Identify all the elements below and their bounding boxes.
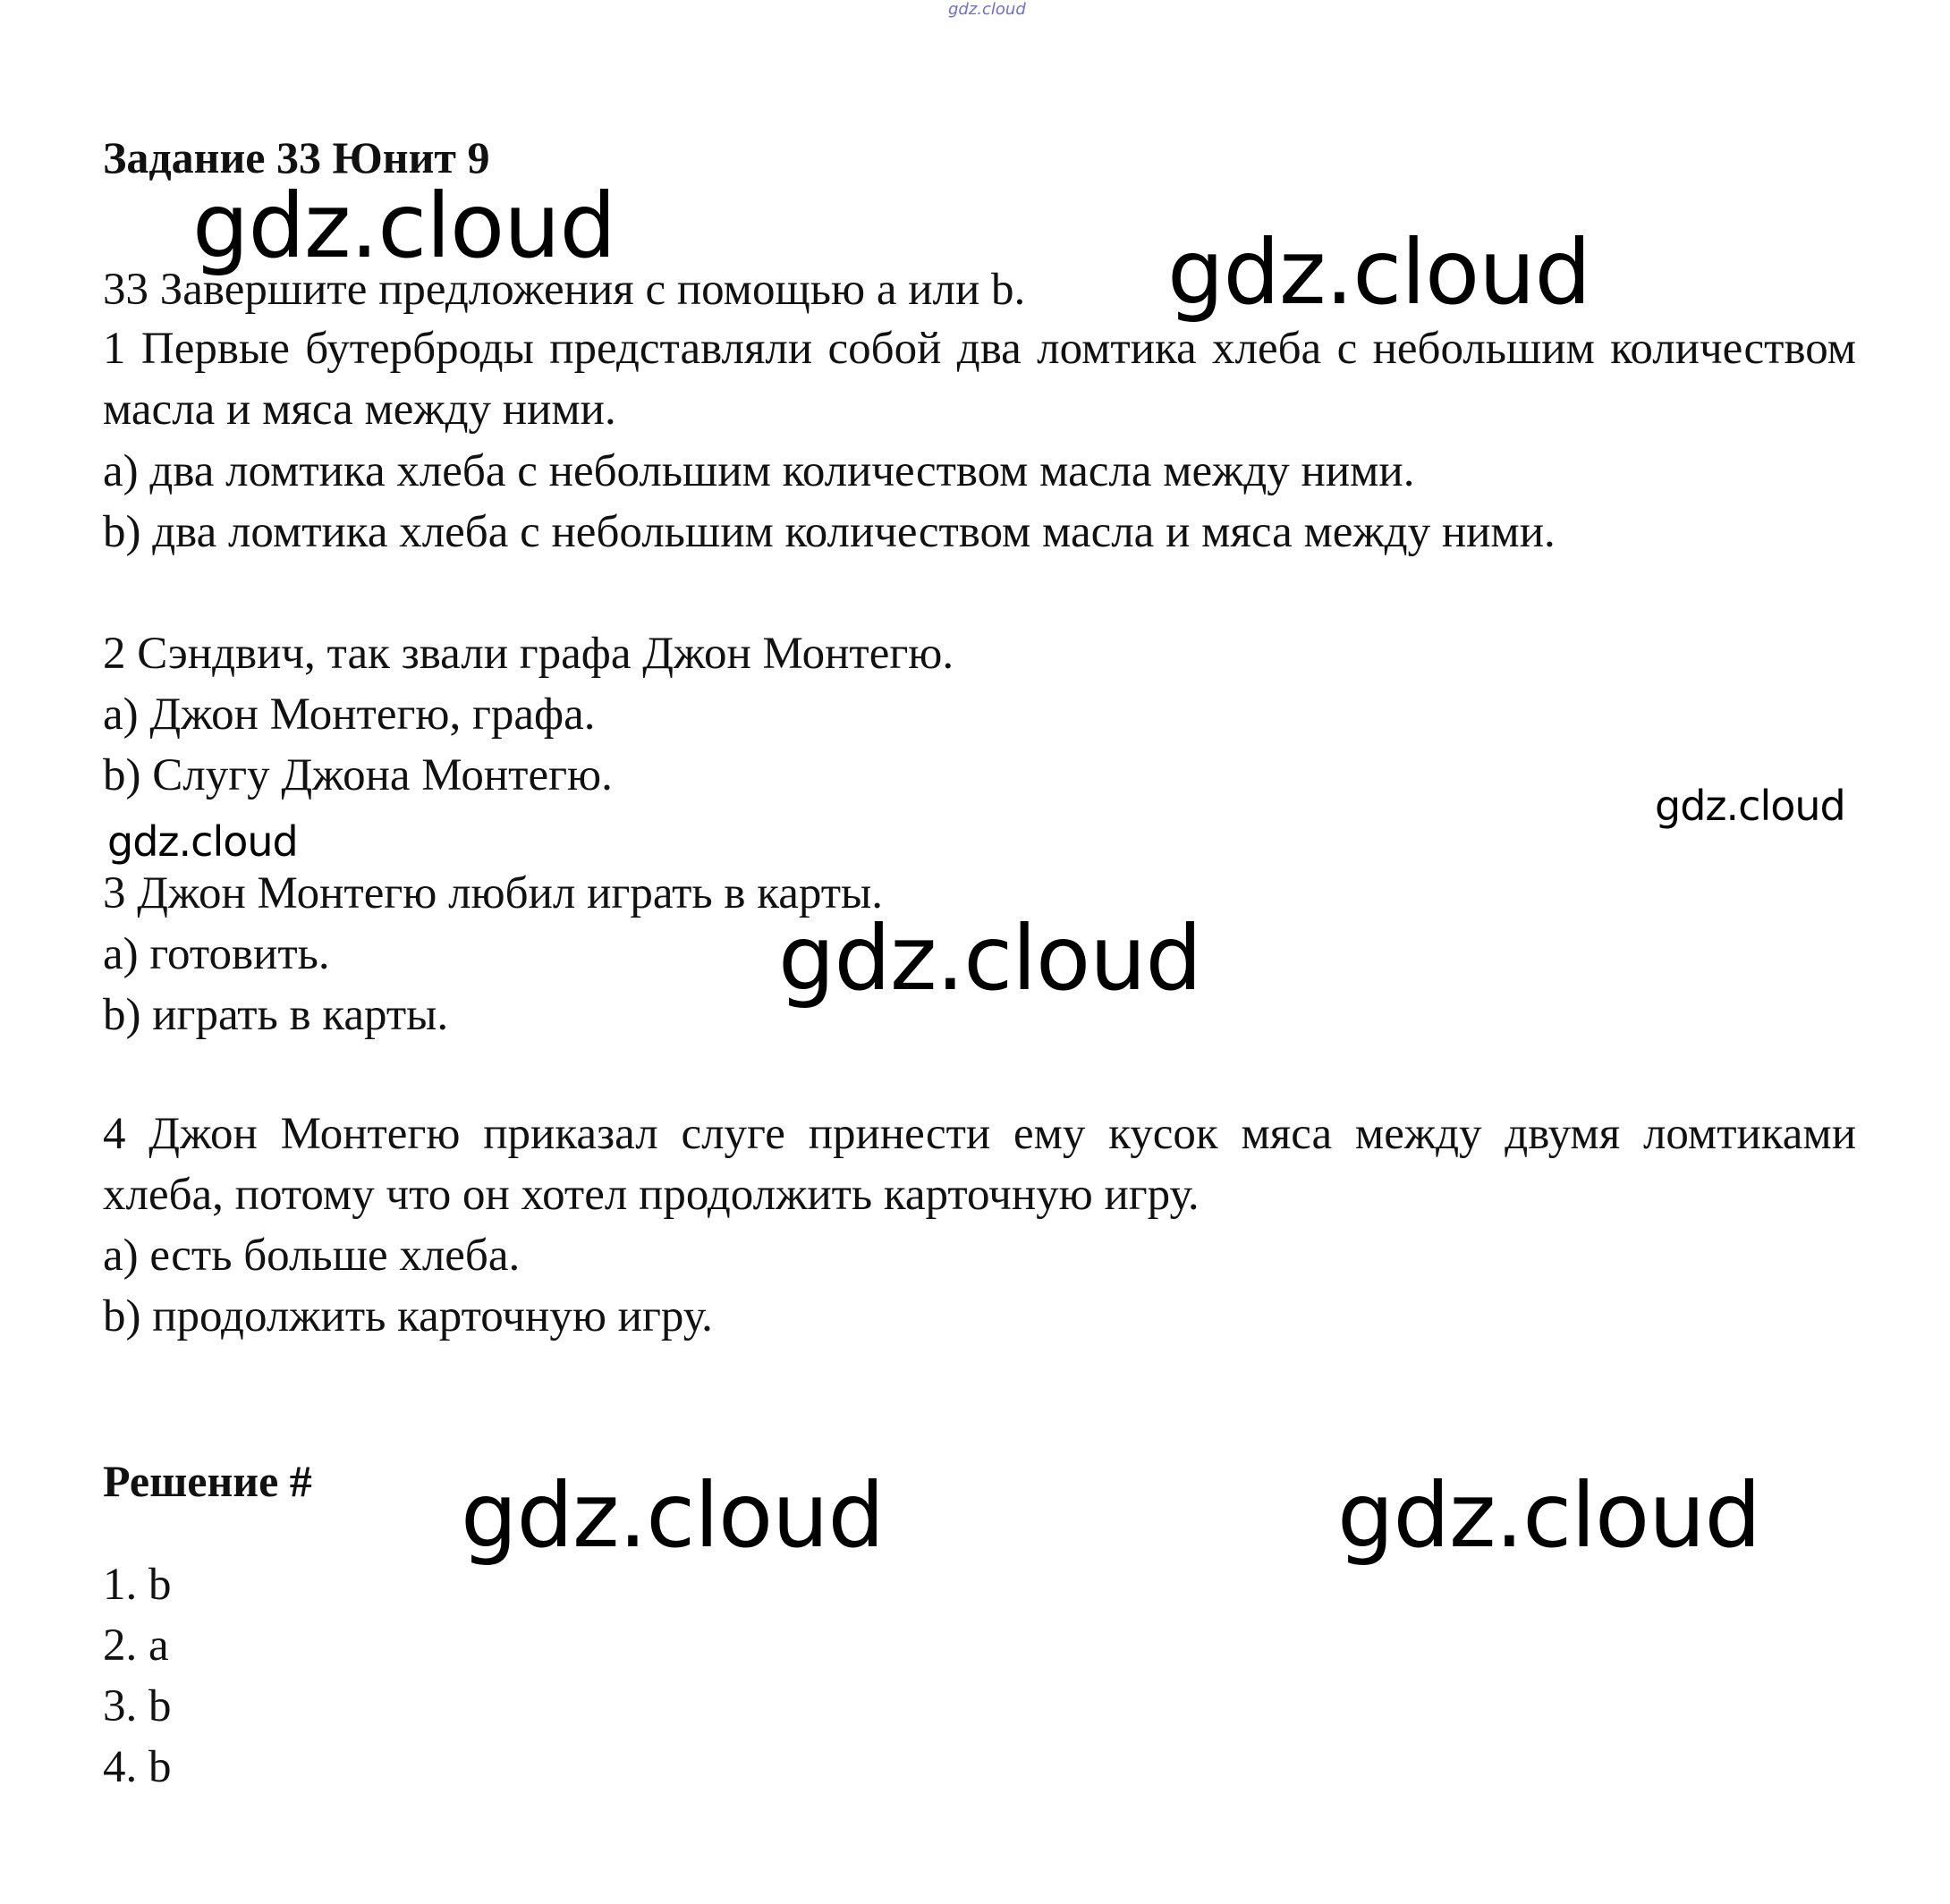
- question-2-text: 2 Сэндвич, так звали графа Джон Монтегю.: [103, 629, 954, 679]
- watermark-3: gdz.cloud: [1655, 782, 1845, 830]
- question-4-option-b: b) продолжить карточную игру.: [103, 1291, 713, 1341]
- question-2-option-a: a) Джон Монтегю, графа.: [103, 690, 596, 740]
- watermark-4: gdz.cloud: [107, 817, 298, 866]
- question-3-option-a: a) готовить.: [103, 929, 330, 979]
- question-1-option-b: b) два ломтика хлеба с небольшим количеством масла и мяса между ними.: [103, 507, 1556, 557]
- instruction-text: 33 Завершите предложения с помощью a или b.: [103, 265, 1026, 315]
- task-title: Задание 33 Юнит 9: [103, 132, 490, 182]
- question-1-text: 1 Первые бутерброды представляли собой два ломтика хлеба с небольшим количеством масла и мяса между ними.: [103, 324, 1856, 435]
- watermark-2: gdz.cloud: [1167, 220, 1591, 325]
- answer-3: 3. b: [103, 1681, 172, 1731]
- answer-4: 4. b: [103, 1742, 172, 1792]
- question-4-text: 4 Джон Монтегю приказал слуге принести ему кусок мяса между двумя ломтиками хлеба, потому что он хотел продолжить карточную игру.: [103, 1109, 1856, 1220]
- watermark-7: gdz.cloud: [1337, 1463, 1761, 1568]
- watermark-1: gdz.cloud: [192, 173, 616, 278]
- solution-title: Решение #: [103, 1456, 312, 1506]
- question-2-option-b: b) Слугу Джона Монтегю.: [103, 750, 613, 800]
- question-4-option-a: a) есть больше хлеба.: [103, 1231, 521, 1281]
- watermark-5: gdz.cloud: [778, 906, 1202, 1011]
- watermark-6: gdz.cloud: [461, 1463, 885, 1568]
- question-1-option-a: a) два ломтика хлеба с небольшим количеством масла между ними.: [103, 446, 1415, 496]
- header-watermark: gdz.cloud: [948, 0, 1026, 19]
- answer-1: 1. b: [103, 1560, 172, 1610]
- answer-2: 2. a: [103, 1621, 169, 1671]
- question-3-text: 3 Джон Монтегю любил играть в карты.: [103, 868, 884, 918]
- question-3-option-b: b) играть в карты.: [103, 990, 449, 1040]
